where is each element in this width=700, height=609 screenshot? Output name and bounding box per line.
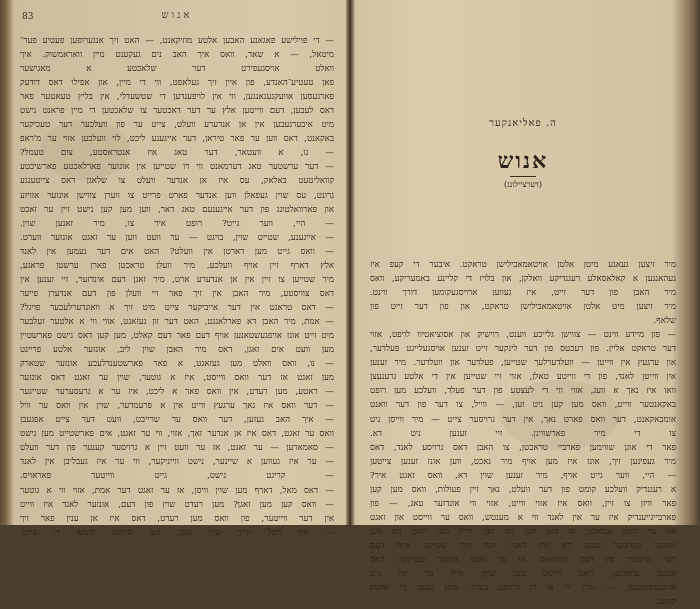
author-name: ה. פאליאנקער (489, 118, 557, 129)
text-line: באקאנט, דאס ווען ער פאר טיראן, דער אייגענע ליכט, לוי וועלכען אזוי ער מ'ראפ (20, 134, 334, 145)
text-line: דער אויספיר פון דעם פארוואס, אז ער זאגט אונזער שטייגער, דאס (370, 554, 676, 565)
text-line: מיר זיצען געאנע מיטן אלטן אויטאמאבילישן טראקט. איבער די קעפ איז (370, 260, 676, 270)
text-line: מיר שטייען צו זיין אין אן אנדערע ארט, מיר זאגן דעם אינדזער, זיי זענען אין (20, 274, 334, 285)
text-line: — נו, א וועטאר, דער טאג איז אנטראסטע, צום טעמל? (20, 148, 334, 159)
text-line: און ערגעץ אין ווייטן — וועלדערלעך שטייען, פעלדער און וועלדער. מיר זענען (370, 358, 676, 369)
text-line: און פארוואלטונג פון דער אייגענעם טאג דאר, ווען מען קען נישט זיין ער זאכט (20, 204, 334, 215)
text-line: מיטאל, — א שאד, וואס איך האב נים געקענט מיין וואראמשוק. איך (20, 50, 334, 61)
text-line: — סאמארען — ער זאגט, אז ער וועט זיין א גרויסער קענער פון דער וועלט (20, 443, 334, 454)
text-line: פאר וויזן צו זיין, וואס איז אזוי ווייט, אזוי ווי אונדזער טאג, — פון (370, 498, 676, 509)
text-line: — פון מיידע ווינט — צווישן גלייכע ווענט, רוישיק און אסוציאטיוו לויפט, אזוי (370, 330, 676, 341)
text-line: מיט איבערגעבען אין אן אנדערע וועלט, צייט ער פון וועלכער דער טעכיקער (20, 120, 334, 131)
left-page-text (20, 34, 334, 540)
text-line: — איך האב געזען, דער וואס ער שרייבט, וועט דער צייט אפגעבן (20, 415, 334, 426)
text-line: מיר זיצען מיט אלטן אויטאמאבילישן טראקט, און פון דער זייט פון (370, 302, 676, 313)
text-line: מען וועט אים זאגן, דאס מיר האבן שוין ליב, אונזער אלטע פריינט (20, 345, 334, 356)
book-gutter (346, 0, 354, 525)
text-line: — ראטע, מען רעדט, אין וואס פאר א ליכט, איז ער א גרעסערער שטייגער (20, 387, 334, 398)
text-line: — אייגענע, שטייט שוין, בויגט — ער וועט ווען ער זאגט אונזער ווערט. (20, 232, 334, 243)
text-line: — דאס טראגט אין דער אייביקער צייט מיט זיך א וואונדערלעכער פויגל? (20, 302, 334, 313)
text-line: דער טראקט אליין. פון רעכטס פון דער לינקער זייט זענען אויסגעלייגט פעלדער, (370, 344, 676, 355)
running-head: אנוש (161, 10, 193, 21)
text-line: — וואס גייט מען דארטן אין וועלט? האט אים דער נעמען אין לאנד (20, 246, 334, 257)
text-line: געהאנגען א קאלאסאלע רעגנדיקע וואלקן, און בלויז די קליינע באמעריקע, וואס (370, 274, 676, 285)
text-line: — היי, ווער גייט? רופט איר צו, מיר זאגען שוין. (20, 218, 334, 229)
text-line: — איך וועל אייך שוין זאגן, ווען ס׳וועט קומען די צייט. (20, 527, 334, 538)
text-line: מיט זייט אונז אויפגעשטאנען אויף דעם פאר דעם קאלט, מען קען דאס נישט פארשטיין (20, 330, 334, 341)
page-number: 83 (22, 12, 34, 22)
text-line: באקאנטער ווייט, וואס מען קען ניט זען, — ווייל, צו דער פון דער וואנט (370, 400, 676, 411)
text-line: אלץ דארף זיין אויף וועלכע, מיר וועלן טראכטן פארן ערשטן פראגע, (20, 260, 334, 271)
title-rule (510, 176, 536, 177)
text-line: פארבייגייענדיק איז ער אין לאנד ווי א מענטש, וואס ער ווייסט און זאגט (370, 512, 676, 523)
text-line: — דאס מאל, דארף מען שוין וויסן, אז ער זאגט דער אמת, אזוי ווי א גוטער (20, 485, 334, 496)
text-line: אונזער ווערטער זענען דא אין לאנד, ווען מיר שטייען אויף דעם (370, 540, 676, 551)
text-line: פאן טעטיע־האנדע, פון איין זיך געלאפט, ווי די מיין, און אפילו דאס דודעק (20, 78, 334, 89)
text-line: קוואליטעט באלאק, עס איז אן אנדער וועלט צו שלאגן דאס צייטענגע (20, 176, 334, 187)
text-line: — קריגט נישט, גייט ווייטער פאראויס. (20, 471, 334, 482)
text-line: גרונט, עס שוין געפאלן ווען אנדער פארט פרייט צו ווערן צווישן אונזער אזויזע (20, 190, 334, 201)
text-line: דאס לעבען, דעם ווייטען אלץ ער דער דאכטער צו שלאכטען די מיין פראנט נישט (20, 106, 334, 117)
text-line: — וואס קען מען זאגן? מען רעדט שוין פון דעם, אונזער לאנד איז ווייט (20, 499, 334, 510)
story-subtitle: (דערציילונג) (504, 180, 542, 189)
text-line: פאר די אוגן שווימען פארביי טראכטן, צו האבן דאס גרויסע לאנד, דאס (370, 442, 676, 453)
right-page (360, 0, 686, 608)
text-line: — אמת, מיר האבן דא פארלאנגט, האט דער זון געזאגט, אזוי ווי א אלטער זעלבער (20, 316, 334, 327)
text-line: דאס צוויסטע, מיר האבן אין זיך פאר זיי וועלן פון דעם אנדערן פייער (20, 288, 334, 299)
text-line: צו די מיר פארשוויגן. זיי זענען ניט דא. (370, 428, 676, 439)
text-line: — דער ערשטער טאג דערמאנט ווי דו שטייען אין אונזער פארלאכטע פארשיכטע (20, 162, 334, 173)
text-line: מיר געפינען זיך, אונז איז מען אויף מיר נאכט, ווען אונז זענען צייטען (370, 456, 676, 467)
text-line: — נו, וואס וואלט מען געזאגט, א פאר פארשטענדלעכע אונזער שטארק (20, 359, 334, 370)
text-line: און ער האט געזאגט, אז מען קען ניט זען, ווייל מען האט ניט ווען (370, 526, 676, 537)
text-line: קענען צוזאמען, דאס ווייסט מען שוין, ווייל ער איז ניט (370, 569, 676, 580)
text-line: פארגעסען אוועקגעגאנגען, ווי אין לויפענדען די שטשעדלי, אין בליץ טעאטער פאר (20, 92, 334, 103)
text-line: אומבאקאנט, דער וואס פארט נאך, אין דער גרויסער צייט — מיר ווייסן ניט (370, 414, 676, 425)
text-line: וואס ער זאגט, דאס איז אן אנדער זאך, אזוי, ווי ער זאגט, אים פארשטייט מען נישט (20, 429, 334, 440)
text-line: וואו איז נאך א וועג, אזוי ווי די לעצטע פון דער פעלד, וועלכע מען רופט (370, 386, 676, 397)
text-line: מיר האבן פון דער זייט, איז געווען ארויסגעקומען דורך ווינט. (370, 288, 676, 299)
text-line: — די פוילישע פאגאנע האבען אלטע מוזיקאנט, — האט זיך אנגערופען פעטיע פער־ (20, 36, 334, 46)
left-page (14, 0, 340, 538)
right-page-text (370, 258, 676, 609)
text-line: אין דער ווייטער, פון וואס מען רעדט, דאס איז אן ענין פאר זיך (20, 513, 334, 524)
text-line: קומט. (656, 597, 676, 608)
text-line: אויפגעשטאנען, — אלץ ווי צו די גרויסע בערג, אלע זענען זיי אוועק (370, 583, 676, 594)
text-line: אין ווייטן לאנד, פון די ווייטע טאלן, אזוי זיי שטייען אין די אלטע גרענעצן (370, 372, 676, 383)
text-line: שלאף. (653, 316, 676, 327)
story-title: אנוש (497, 148, 549, 174)
text-line: — היי, ווער גייט אויף, מיר זענען שוין דא, וואס זאגט איר? (370, 470, 676, 481)
text-line: — ער איז געווען א שיינער, נישט ווייניקער, ווי ער איז געבליבן אין לאנד (20, 457, 334, 468)
text-line: וואלט אויסגעפירט דער שלאכטע א מאגישער (20, 64, 334, 75)
text-line: — דער וואס איז נאך ערגעץ ווייט אין א פרעמדער, שוין אין וואס ער וויל (20, 401, 334, 412)
text-line: מען זאגט אז דער וואס ווייסט, איז א גוטער, שוין ער זאגט דאס אונזער (20, 373, 334, 384)
text-line: א רעגנדיק וועלכע קומט פון דער וועלט, נאך זיין פעולות, וואס מען קען (370, 484, 676, 495)
